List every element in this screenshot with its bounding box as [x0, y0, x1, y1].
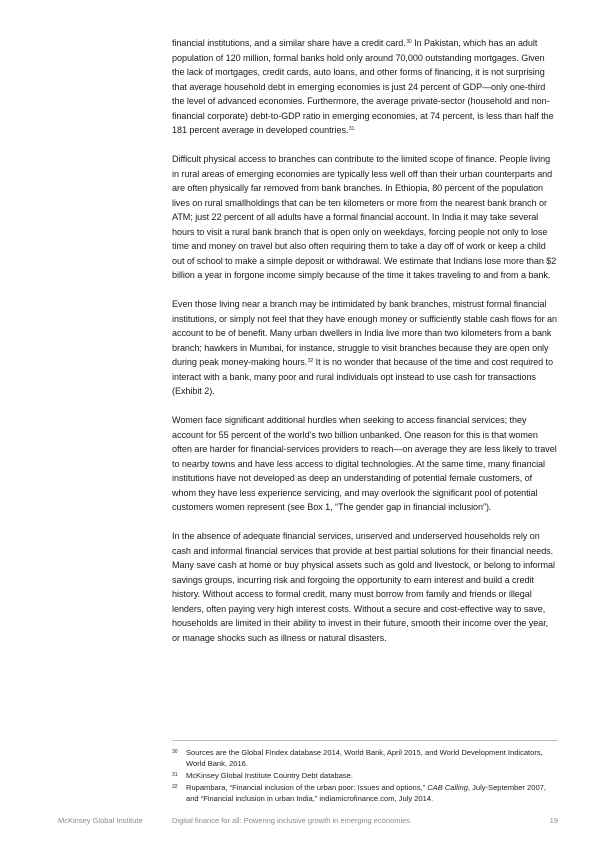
footnote-32	[172, 783, 558, 805]
footnote-text: Sources are the Global Findex database 2014, World Bank, April 2015, and World Development Indicators, World Bank, 2016.	[186, 748, 543, 768]
footnote-number: 30	[172, 749, 178, 755]
footnotes	[172, 748, 558, 806]
paragraph-5: In the absence of adequate financial services, unserved and underserved households rely on cash and informal financial services that provide at best partial solutions for their financial needs. Many save cash at home or buy physical assets such as gold and livestock, or belong to informal savings groups, incurring risk and forgoing the opportunity to earn interest and build a credit history. Without access to formal credit, many must borrow from family and friends or illegal lenders, often paying very high interest costs. Without a secure and cost-effective way to save, households are limited in their ability to invest in their future, smooth their income over the year, or manage shocks such as illness or natural disasters.	[172, 531, 555, 643]
footnote-ref-31[interactable]: 31	[348, 125, 355, 132]
footnote-31	[172, 771, 558, 782]
paragraph-2: Difficult physical access to branches can contribute to the limited scope of finance. People living in rural areas of emerging economies are typically less well off than their urban counterparts and are often physically far removed from bank branches. In Ethiopia, 80 percent of the population lives on rural smallholdings that can be ten kilometers or more from the nearest bank branch or ATM; just 22 percent of all adults have a formal financial account. In India it may take several hours to visit a rural bank branch that is open only on weekdays, forcing people not only to lose time and money on travel but also often requiring them to take a day off of work or keep a child out of school to make a simple deposit or withdrawal. We estimate that Indians lose more than $2 billion a year in forgone income simply because of the time it takes traveling to and from a bank.	[172, 154, 557, 280]
footnote-30	[172, 748, 558, 770]
footnote-divider	[172, 740, 558, 741]
footer-report-title: Digital finance for all: Powering inclusive growth in emerging economies	[172, 816, 411, 825]
footnote-text: Rupambara, “Financial inclusion of the urban poor: Issues and options,”	[186, 782, 428, 792]
footnote-ref-30[interactable]: 30	[406, 38, 412, 45]
page-number: 19	[549, 816, 558, 825]
body-text	[172, 36, 558, 660]
footnote-text-continued: , July-September 2007, and “Financial inclusion in urban India,” indiamicrofinance.com, July 2014.	[186, 782, 546, 803]
footer-publisher: McKinsey Global Institute	[58, 816, 143, 825]
page-footer	[0, 816, 600, 828]
paragraph-1: financial institutions, and a similar share have a credit card.$^{30}$ In Pakistan, which has an adult population of 120 million, formal banks hold only around 70,000 outstanding mortgages. Given the lack of mortgages, credit cards, auto loans, and other forms of financing, it is not surprising that average household debt in emerging economies is just 24 percent of GDP—only one-third the level of advanced economies. Furthermore, the average private-sector (household and non-financial corporate) debt-to-GDP ratio in emerging economies, at 74 percent, is less than half the 181 percent average in developed countries.$^{31}$	[172, 38, 554, 135]
paragraph-3: Even those living near a branch may be intimidated by bank branches, mistrust formal financial institutions, or simply not feel that they have enough money or sufficiently stable cash flows for an account to be of benefit. Many urban dwellers in India live more than two kilometers from a bank branch; hawkers in Mumbai, for instance, struggle to visit branches because they are open only during peak money-making hours.$^{32}$ It is no wonder that because of the time and cost required to interact with a bank, many poor and rural individuals opt instead to use cash for transactions (Exhibit 2).	[172, 299, 558, 396]
paragraph-4: Women face significant additional hurdles when seeking to access financial services; they account for 55 percent of the world’s two billion unbanked. One reason for this is that women often are harder for financial-services providers to reach—on average they are less likely to travel to nearby towns and have less access to digital technologies. At the same time, many financial institutions have not developed as deep an understanding of potential female customers, of whom they have less experience servicing, and may overlook the significant pool of potential customers women represent (see Box 1, “The gender gap in financial inclusion”).	[172, 415, 557, 512]
footnote-text: McKinsey Global Institute Country Debt database.	[186, 770, 353, 780]
footnote-ref-32[interactable]: 32	[307, 357, 314, 364]
footnote-italic-source: CAB Calling	[427, 782, 468, 792]
footnote-number: 31	[172, 771, 178, 778]
footnote-number: 32	[172, 783, 178, 790]
